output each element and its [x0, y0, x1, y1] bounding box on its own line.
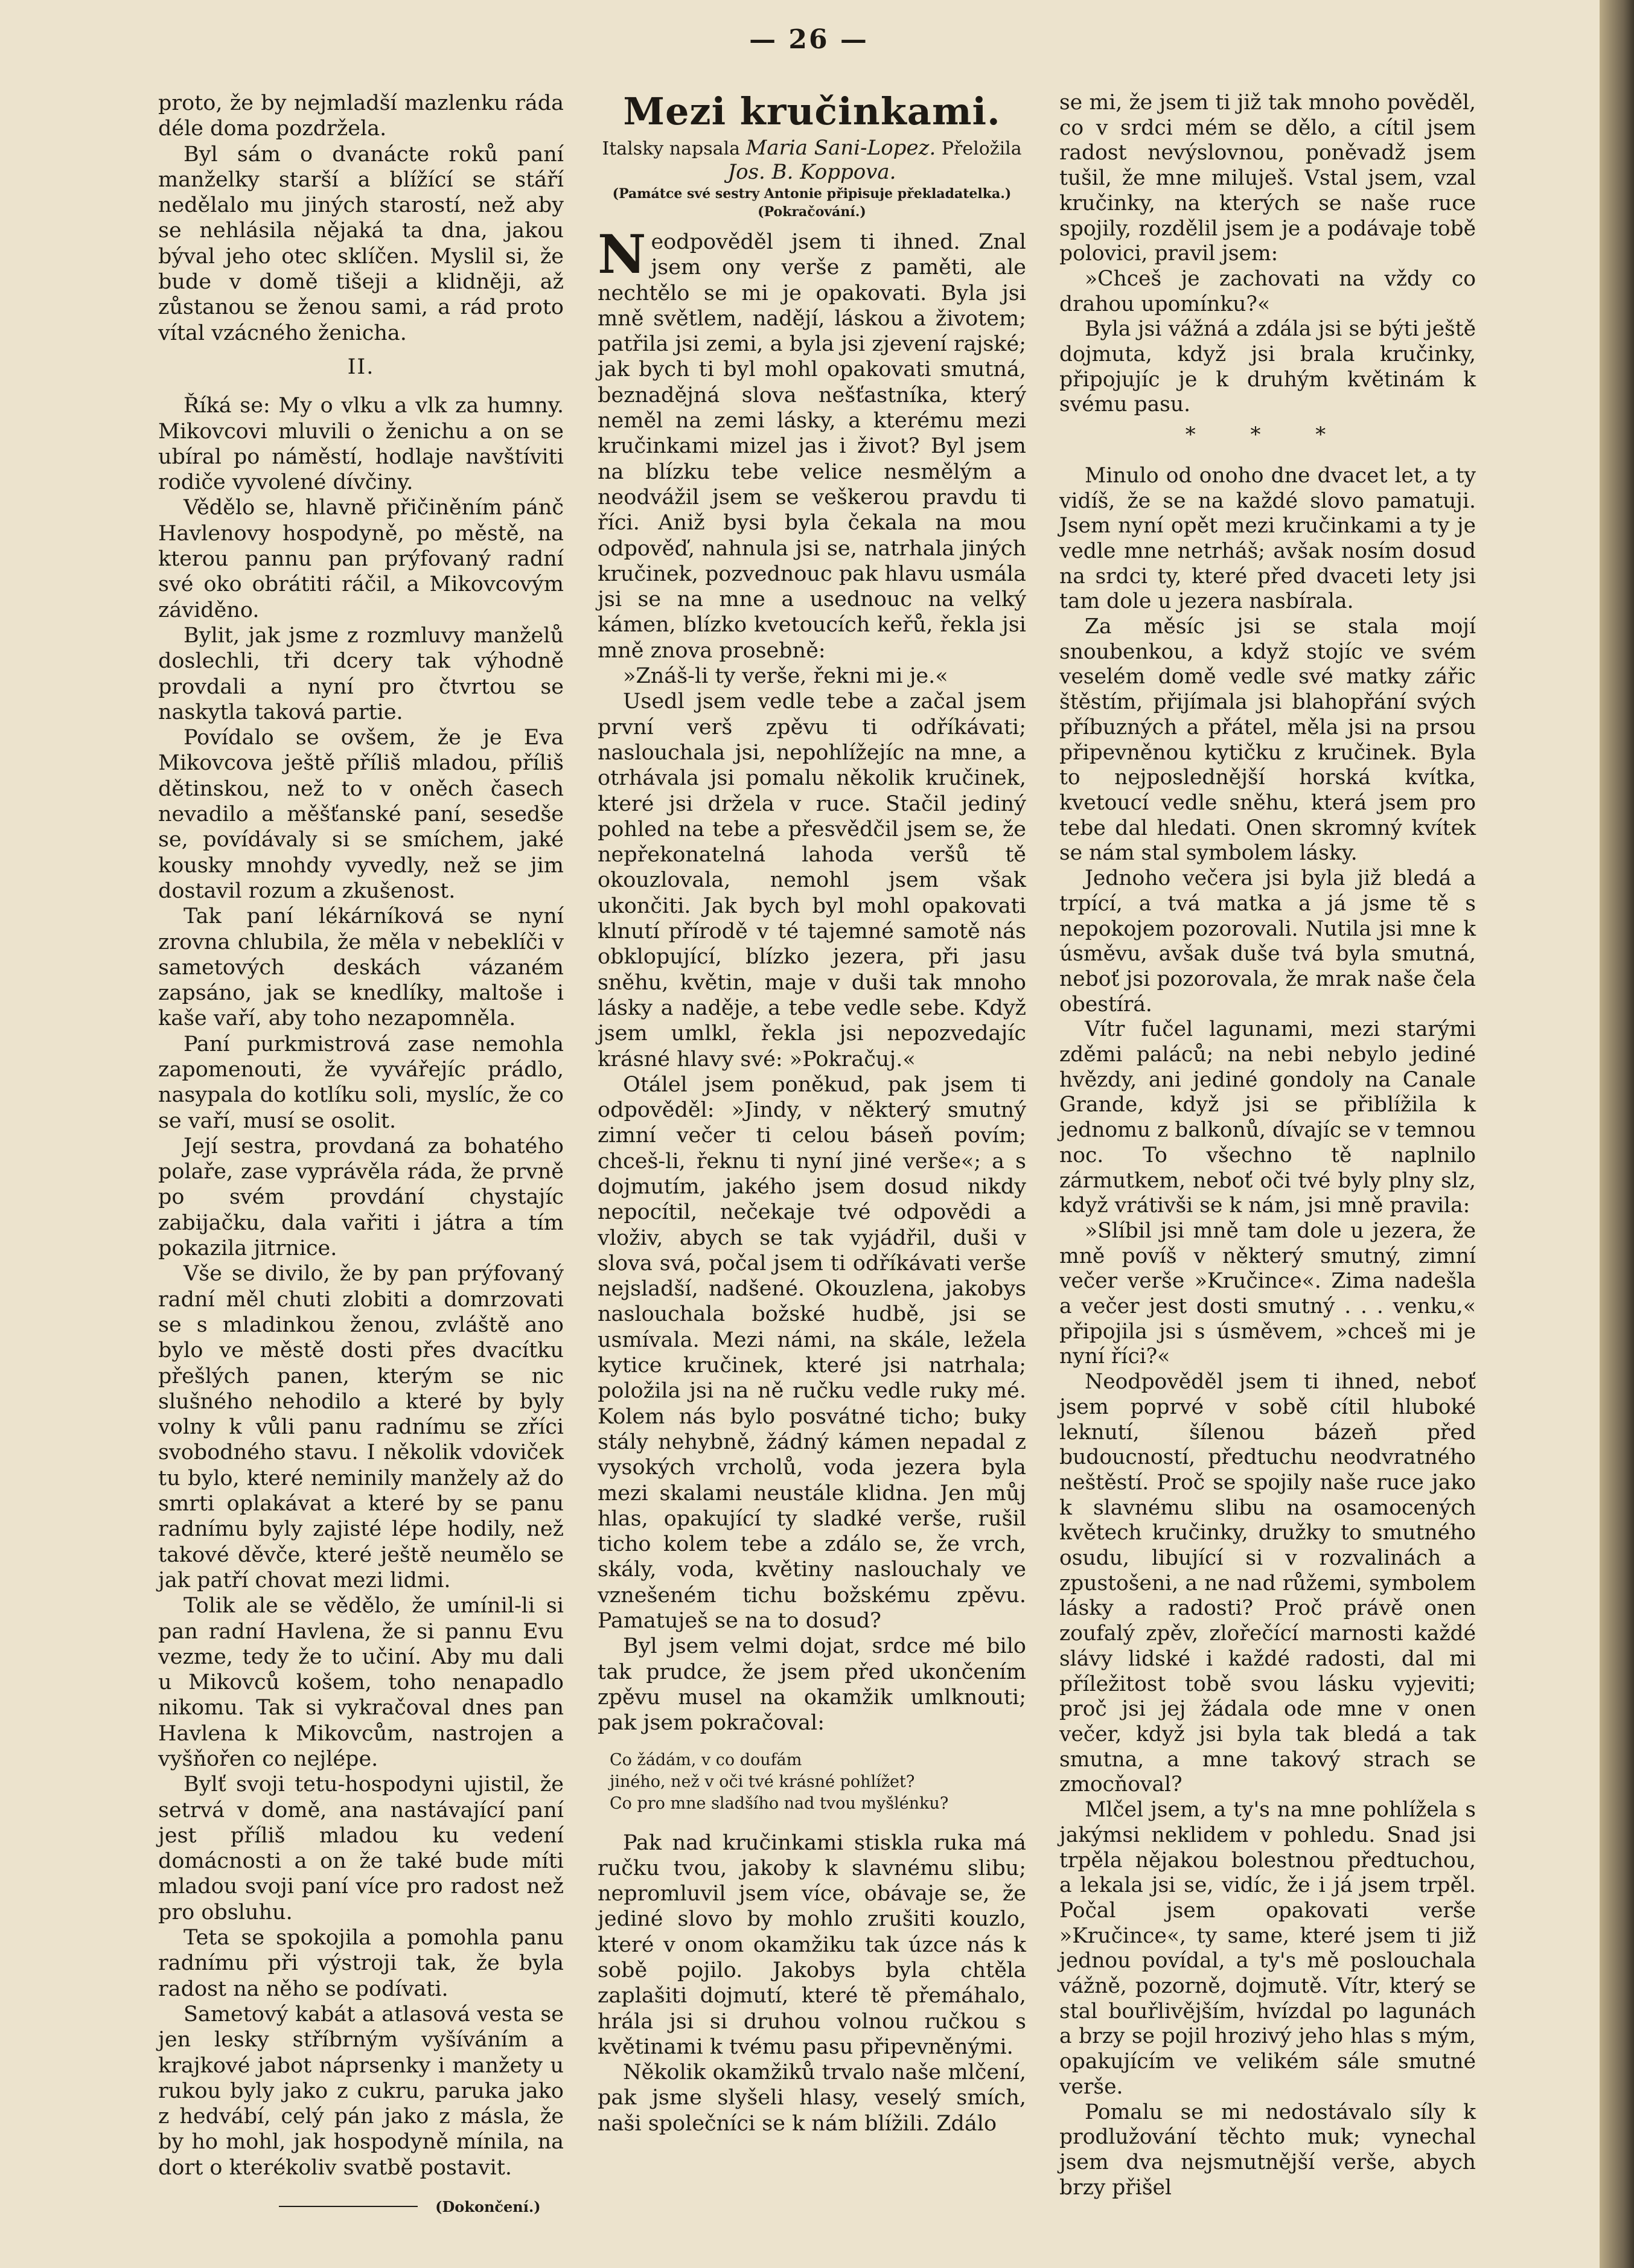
poem-line: Co žádám, v co doufám: [610, 1750, 802, 1769]
paragraph: se mi, že jsem ti již tak mnoho pověděl, co v srdci mém se dělo, a cítil jsem radost nevýslovnou, poněvadž jsem tušil, že mne miluješ. Vstal jsem, vzal kručinky, na kterých se naše ruce spojily, rozdělil jsem je a podávaje tobě polovici, pravil jsem:: [1059, 91, 1476, 266]
paragraph: Vědělo se, hlavně přičiněním pánč Havlenovy hospodyně, po městě, na kterou pannu pan prýfovaný radní své oko obrátiti ráčil, a Mikovcovým záviděno.: [158, 496, 564, 622]
translator-name: Jos. B. Koppova.: [727, 160, 896, 184]
poem-line: jiného, než v oči tvé krásné pohlížet?: [610, 1772, 915, 1791]
paragraph: proto, že by nejmladší mazlenku ráda déle doma pozdržela.: [158, 91, 564, 141]
paragraph: Usedl jsem vedle tebe a začal jsem první verš zpěvu ti odříkávati; naslouchala jsi, nepohlížejíc na mne, a otrhávala jsi pomalu několik kručinek, které jsi držela v ruce. Stačil jediný pohled na tebe a přesvědčil jsem se, že nepřekonatelná lahoda veršů tě okouzlovala, nemohl jsem však ukončiti. Jak bych byl mohl opakovati klnutí přírodě v té tajemné samotě nás obklopující, blízko jezera, při jasu sněhu, květin, maje v duši tak mnoho lásky a naděje, a tebe vedle sebe. Když jsem umlkl, řekla jsi nepozvedajíc krásné hlavy své: »Pokračuj.«: [598, 689, 1026, 1072]
section-break-stars: * * *: [1185, 423, 1350, 447]
continuation-label: (Pokračování.): [758, 204, 866, 220]
paragraph: »Znáš-li ty verše, řekni mi je.«: [623, 664, 948, 689]
paragraph: Paní purkmistrová zase nemohla zapomenouti, že vyvářejíc prádlo, nasypala do kotlíku soli, myslíc, že co se vaří, musí se osolit.: [158, 1032, 564, 1133]
paragraph: Tolik ale se vědělo, že umínil-li si pan radní Havlena, že si pannu Evu vezme, tedy že to učiní. Aby mu dali u Mikovců košem, toho nenapadlo nikomu. Tak si vykračoval dnes pan Havlena k Mikovcům, nastrojen a vyšňořen co nejlépe.: [158, 1594, 564, 1771]
paragraph: Vše se divilo, že by pan prýfovaný radní měl chuti zlobiti a domrzovati se s mladinkou ženou, zvláště ano bylo ve městě dosti přes dvacítku přešlých panen, kterým se nic slušného nehodilo a které by byly volny k vůli panu radnímu se zříci svobodného stavu. I několik vdoviček tu bylo, které neminily manžely až do smrti oplakávat a které by se panu radnímu byly zajisté lépe hodily, než takové děvče, které ještě neumělo se jak patří chovat mezi lidmi.: [158, 1262, 564, 1592]
paragraph: Sametový kabát a atlasová vesta se jen lesky stříbrným vyšíváním a krajkové jabot náprsenky i manžety u rukou byly jako z cukru, paruka jako z hedvábí, celý pán jako z másla, že by ho mohl, jak hospodyně mínila, na dort o kterékoliv svatbě postavit.: [158, 2002, 564, 2180]
paragraph: eodpověděl jsem ti ihned. Znal jsem ony verše z paměti, ale nechtělo se mi je opakovati. Byla jsi mně světlem, nadějí, láskou a životem; patřila jsi zemi, a byla jsi zjevení rajské; jak bych ti byl mohl opakovati smutná, beznadějná slova nešťastníka, který neměl na zemi lásky, a kterému mezi kručinkami mizel jas i život? Byl jsem na blízku tebe velice nesmělým a neodvážil jsem se veškerou pravdu ti říci. Aniž bysi byla čekala na mou odpověď, nahnula jsi se, natrhala jiných kručinek, pozvednouc pak hlavu usmála jsi se na mne a usednouc na velký kámen, blízko kvetoucích keřů, řekla jsi mně znova prosebně:: [598, 230, 1026, 663]
paragraph: Minulo od onoho dne dvacet let, a ty vidíš, že se na každé slovo pamatuji. Jsem nyní opět mezi kručinkami a ty je vedle mne netrháš; avšak nosím dosud na srdci ty, které před dvaceti lety jsi tam dole u jezera nasbírala.: [1059, 463, 1476, 614]
column-middle: [598, 91, 1026, 2136]
drop-cap: N: [598, 223, 646, 286]
paragraph: Otálel jsem poněkud, pak jsem ti odpověděl: »Jindy, v některý smutný zimní večer ti celou báseň povím; chceš-li, řeknu ti nyní jiné verše«; a s dojmutím, jakého jsem dosud nikdy nepocítil, nečekaje tvé odpovědi a vloživ, abych se tak vyjádřil, duši v slova svá, počal jsem ti odříkávati verše nejsladší, nadšené. Okouzlena, jakobys naslouchala božské hudbě, jsi se usmívala. Mezi námi, na skále, ležela kytice kručinek, které jsi natrhala; položila jsi na ně ručku vedle ruky mé. Kolem nás bylo posvátné ticho; buky stály nehybně, žádný kámen nepadal z vysokých vrcholů, voda jezera byla mezi skalami neustále klidna. Jen můj hlas, opakující ty sladké verše, rušil ticho kolem tebe a zdálo se, že vrch, skály, voda, květiny naslouchaly ve vznešeném tichu božskému zpěvu. Pamatuješ se na to dosud?: [598, 1072, 1026, 1634]
paragraph: Pak nad kručinkami stiskla ruka má ručku tvou, jakoby k slavnému slibu; nepromluvil jsem více, obávaje se, že jediné slovo by mohlo zrušiti kouzlo, které v onom okamžiku tak úzce nás k sobě pojilo. Jakobys byla chtěla zaplašiti dojmutí, které tě přemáhalo, hrála jsi si druhou volnou ručkou s květinami k tvému pasu připevněnými.: [598, 1830, 1026, 2059]
author-name: Maria Sani-Lopez.: [745, 136, 936, 160]
paragraph: Tak paní lékárníková se nyní zrovna chlubila, že měla v nebeklíči v sametových deskách vázaném zapsáno, jak se knedlíky, maltoše i kaše vaří, aby toho nezapomněla.: [158, 904, 564, 1031]
byline-translated: Přeložila: [941, 138, 1022, 159]
column-left: [158, 91, 564, 2220]
paragraph: Říká se: My o vlku a vlk za humny. Mikovcovi mluvili o ženichu a on se ubíral po náměstí, hodlaje navštíviti rodiče vyvolené dívčiny.: [158, 394, 564, 495]
article-title: Mezi kručinkami.: [623, 89, 1001, 133]
paragraph: Její sestra, provdaná za bohatého polaře, zase vyprávěla ráda, že prvně po svém provdání chystajíc zabijačku, dala vařiti i játra a tím pokazila jitrnice.: [158, 1134, 564, 1261]
dedication: (Památce své sestry Antonie připisuje překladatelka.): [612, 186, 1012, 202]
paragraph: Vítr fučel lagunami, mezi starými zděmi paláců; na nebi nebylo jediné hvězdy, ani jediné gondoly na Canale Grande, když jsi se přiblížila k jednomu z balkonů, dívajíc se v temnou noc. To všechno tě naplnilo zármutkem, neboť oči tvé byly plny slz, když vrátivši se k nám, jsi mně pravila:: [1059, 1017, 1476, 1218]
paragraph: Několik okamžiků trvalo naše mlčení, pak jsme slyšeli hlasy, veselý smích, naši společníci se k nám blížili. Zdálo: [598, 2060, 1026, 2136]
byline: [598, 136, 1026, 185]
paragraph: Teta se spokojila a pomohla panu radnímu při výstroji tak, že byla radost na něho se podívati.: [158, 1926, 564, 2001]
byline-prefix: Italsky napsala: [602, 138, 740, 159]
paragraph: Pomalu se mi nedostávalo síly k prodlužování těchto muk; vynechal jsem dva nejsmutnější verše, abych brzy přišel: [1059, 2100, 1476, 2200]
divider: [279, 2206, 418, 2207]
paragraph: Za měsíc jsi se stala mojí snoubenkou, a když stojíc ve svém veselém domě vedle své matky zářic štěstím, přijímala jsi blahopřání svých příbuzných a přátel, měla jsi na prsou připevněnou kytičku z kručinek. Byla to nejposlednější horská kvítka, kvetoucí vedle sněhu, která jsem pro tebe dal hledati. Onen skromný kvítek se nám stal symbolem lásky.: [1059, 615, 1476, 866]
poem: [610, 1749, 1026, 1815]
paragraph: Bylit, jak jsme z rozmluvy manželů doslechli, tři dcery tak výhodně provdali a nyní pro čtvrtou se naskytla taková partie.: [158, 623, 564, 724]
paragraph: Neodpověděl jsem ti ihned, neboť jsem poprvé v sobě cítil hluboké leknutí, šílenou bázeň před budoucností, předtuchu neodvratného neštěstí. Proč se spojily naše ruce jako k slavnému slibu na osamocených květech kručinky, družky to smutného osudu, libující si v rozvalinách a zpustošeni, a ne nad růžemi, symbolem lásky a radosti? Proč právě onen zoufalý zpěv, zlořečící marnosti každé slávy lidské i každé radosti, dal mi příležitost tobě svou lásku vyjeviti; proč jsi jej žádala ode mne v onen večer, když jsi byla tak bledá a tak smutna, a mne takový strach se zmocňoval?: [1059, 1370, 1476, 1797]
paragraph: Mlčel jsem, a ty's na mne pohlížela s jakýmsi neklidem v pohledu. Snad jsi trpěla nějakou bolestnou předtuchou, a lekala jsi se, vidíc, že i já jsem trpěl. Počal jsem opakovati verše »Kručince«, ty same, které jsem ti již jednou povídal, a ty's mě poslouchala vážně, pozorně, dojmutě. Vítr, který se stal bouřlivějším, hvízdal po lagunách a brzy se pojil hrozivý jeho hlas s mým, opakujícím ve velikém sále smutné verše.: [1059, 1798, 1476, 2099]
poem-line: Co pro mne sladšího nad tvou myšlénku?: [610, 1794, 949, 1813]
continuation-note: (Dokončení.): [435, 2198, 541, 2216]
paragraph: Byl sám o dvanácte roků paní manželky starší a blížící se stáří nedělalo mu jiných starostí, než aby se nehlásila nějaká ta dna, jakou býval jeho otec sklíčen. Myslil si, že bude v domě tišeji a klidněji, až zůstanou se ženou sami, a rád proto vítal vzácného ženicha.: [158, 142, 564, 345]
paragraph: »Chceš je zachovati na vždy co drahou upomínku?«: [1059, 266, 1476, 316]
paragraph: Byla jsi vážná a zdála jsi se býti ještě dojmuta, když jsi brala kručinky, připojujíc je k druhým květinám k svému pasu.: [1059, 317, 1476, 417]
paragraph: Byl jsem velmi dojat, srdce mé bilo tak prudce, že jsem před ukončením zpěvu musel na okamžik umlknouti; pak jsem pokračoval:: [598, 1634, 1026, 1736]
paragraph: Jednoho večera jsi byla již bledá a trpící, a tvá matka a já jsme tě s nepokojem pozorovali. Nutila jsi mne k úsměvu, avšak duše tvá byla smutná, neboť jsi pozorovala, že mrak naše čela obestírá.: [1059, 866, 1476, 1017]
paragraph: Povídalo se ovšem, že je Eva Mikovcova ještě příliš mladou, příliš dětinskou, než to v oněch časech nevadilo a měšťanské paní, sesedše se, povídávaly si se smíchem, jaké kousky mnohdy vyvedly, než se jim dostavil rozum a zkušenost.: [158, 726, 564, 903]
page-edge-shadow: [1600, 0, 1634, 2268]
page-number: — 26 —: [749, 24, 869, 55]
column-right: [1059, 91, 1476, 2200]
paragraph: Bylť svoji tetu-hospodyni ujistil, že setrvá v domě, ana nastávající paní jest příliš mladou ku vedení domácnosti a on že také bude míti mladou svoji paní více pro radost než pro obsluhu.: [158, 1772, 564, 1925]
section-heading: II.: [347, 354, 375, 379]
end-marker: [279, 2193, 564, 2220]
paragraph: »Slíbil jsi mně tam dole u jezera, že mně povíš v některý smutný, zimní večer verše »Kručince«. Zima nadešla a večer jest dosti smutný . . . venku,« připojila jsi s úsměvem, »chceš mi je nyní říci?«: [1059, 1218, 1476, 1369]
